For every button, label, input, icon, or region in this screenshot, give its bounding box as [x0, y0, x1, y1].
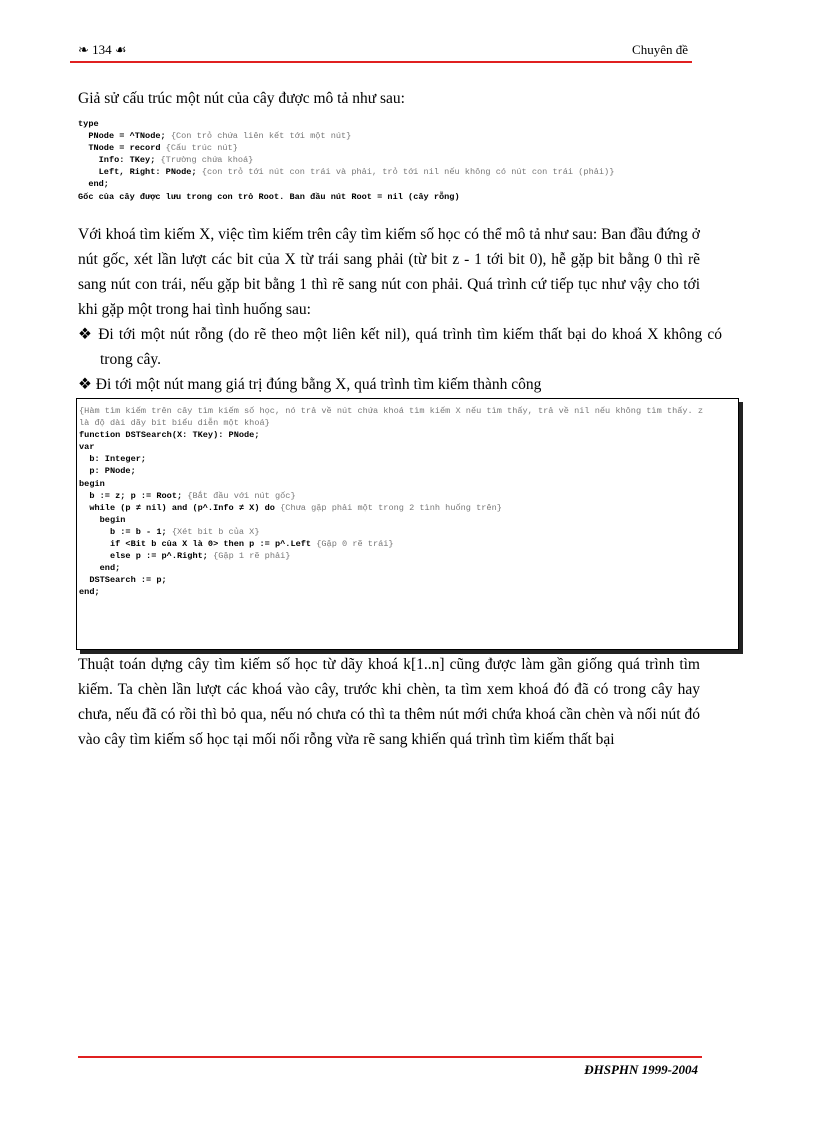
code-comment: {Con trỏ chứa liên kết tới một nút}	[170, 131, 352, 142]
page-header	[78, 40, 690, 60]
code-line	[79, 417, 703, 429]
code-text: PNode = ^TNode;	[78, 131, 171, 142]
code-line	[79, 538, 703, 550]
code-comment: {con trỏ tới nút con trái và phải, trỏ tới nil nếu không có nút con trái (phải)}	[201, 167, 615, 178]
footer-text: ĐHSPHN 1999-2004	[584, 1062, 698, 1077]
code-comment: {Gặp 0 rẽ trái}	[316, 539, 394, 550]
code-text: TNode = record	[78, 143, 166, 154]
code-comment: {Cấu trúc nút}	[165, 143, 238, 154]
header-rule	[70, 61, 692, 63]
code-line	[79, 574, 703, 586]
code-line	[79, 586, 703, 598]
code-text: Info: TKey;	[78, 155, 161, 166]
search-description: Với khoá tìm kiếm X, việc tìm kiếm trên cây tìm kiếm số học có thể mô tả như sau: Ban đầu đứng ở nút gốc, xét lần lượt các bit của X từ trái sang phải (từ bit z - 1 tới bit 0), hễ gặp bit bằng 0 thì rẽ sang nút con trái, nếu gặp bit bằng 1 thì rẽ sang nút con phải. Quá trình cứ tiếp tục như vậy cho tới khi gặp một trong hai tình huống sau:	[78, 226, 700, 318]
code-comment: {Hàm tìm kiếm trên cây tìm kiếm số học, nó trả về nút chứa khoá tìm kiếm X nếu tìm thấy, trả về nil nếu không tìm thấy. z	[79, 406, 704, 416]
type-declaration-code	[78, 118, 718, 203]
code-comment: {Trường chứa khoá}	[160, 155, 254, 166]
code-text: begin	[79, 514, 126, 525]
code-line	[78, 154, 718, 166]
code-text: DSTSearch := p;	[79, 575, 167, 586]
intro-paragraph: Giả sử cấu trúc một nút của cây được mô tả như sau:	[78, 90, 405, 107]
code-line	[78, 166, 718, 178]
code-comment: {Chưa gặp phải một trong 2 tình huống trên}	[280, 502, 502, 513]
code-text: if <Bit b của X là 0> then p := p^.Left	[79, 539, 317, 550]
code-text: end;	[78, 179, 109, 190]
code-line	[79, 550, 703, 562]
build-description: Thuật toán dựng cây tìm kiếm số học từ dãy khoá k[1..n] cũng được làm gần giống quá trình tìm kiếm. Ta chèn lần lượt các khoá vào cây, trước khi chèn, ta tìm xem khoá đó đã có trong cây hay chưa, nếu đã có rồi thì bỏ qua, nếu nó chưa có thì ta thêm nút mới chứa khoá cần chèn và nối nút đó vào cây tìm kiếm số học tại mối nối rỗng vừa rẽ sang khiến quá trình tìm kiếm thất bại	[78, 656, 700, 748]
code-line	[79, 502, 703, 514]
code-comment: {Xét bit b của X}	[171, 526, 260, 537]
search-code-box	[76, 398, 739, 650]
code-text: Gốc của cây được lưu trong con trỏ Root. Ban đầu nút Root = nil (cây rỗng)	[78, 191, 460, 202]
code-line	[78, 118, 718, 130]
code-comment: là độ dài dãy bit biểu diễn một khoá}	[79, 418, 270, 429]
code-text: var	[79, 442, 95, 453]
code-text: b := b - 1;	[79, 526, 172, 537]
code-text: end;	[79, 563, 121, 574]
code-line	[79, 441, 703, 453]
chapter-title: Chuyên đề	[632, 42, 688, 57]
footer-rule	[78, 1056, 702, 1058]
code-line	[79, 490, 703, 502]
code-line	[79, 405, 703, 417]
code-text: p: PNode;	[79, 466, 136, 477]
code-line	[78, 178, 718, 190]
code-line	[78, 191, 718, 203]
bullet-success: ❖ Đi tới một nút mang giá trị đúng bằng X, quá trình tìm kiếm thành công	[78, 376, 542, 393]
code-text: type	[78, 119, 99, 129]
code-line	[79, 465, 703, 477]
code-line	[79, 453, 703, 465]
code-comment: {Gặp 1 rẽ phải}	[213, 551, 291, 562]
code-line	[79, 514, 703, 526]
code-line	[79, 526, 703, 538]
code-line	[79, 478, 703, 490]
code-line	[79, 429, 703, 441]
code-text: function DSTSearch(X: TKey): PNode;	[79, 430, 260, 441]
code-text: else p := p^.Right;	[79, 551, 214, 562]
code-text: while (p ≠ nil) and (p^.Info ≠ X) do	[79, 502, 281, 513]
search-function-code	[79, 405, 703, 599]
bullet-fail: ❖ Đi tới một nút rỗng (do rẽ theo một liên kết nil), quá trình tìm kiếm thất bại do khoá X không có trong cây.	[78, 326, 722, 368]
code-text: begin	[79, 478, 105, 489]
code-line	[79, 562, 703, 574]
code-line	[78, 142, 718, 154]
code-comment: {Bắt đầu với nút gốc}	[187, 490, 296, 501]
code-line	[78, 130, 718, 142]
page-number: ❧ 134 ☙	[78, 42, 127, 57]
code-text: end;	[79, 587, 100, 598]
page-number-text: 134	[92, 42, 112, 57]
code-text: b: Integer;	[79, 454, 147, 465]
code-text: b := z; p := Root;	[79, 490, 188, 501]
code-text: Left, Right: PNode;	[78, 167, 202, 178]
